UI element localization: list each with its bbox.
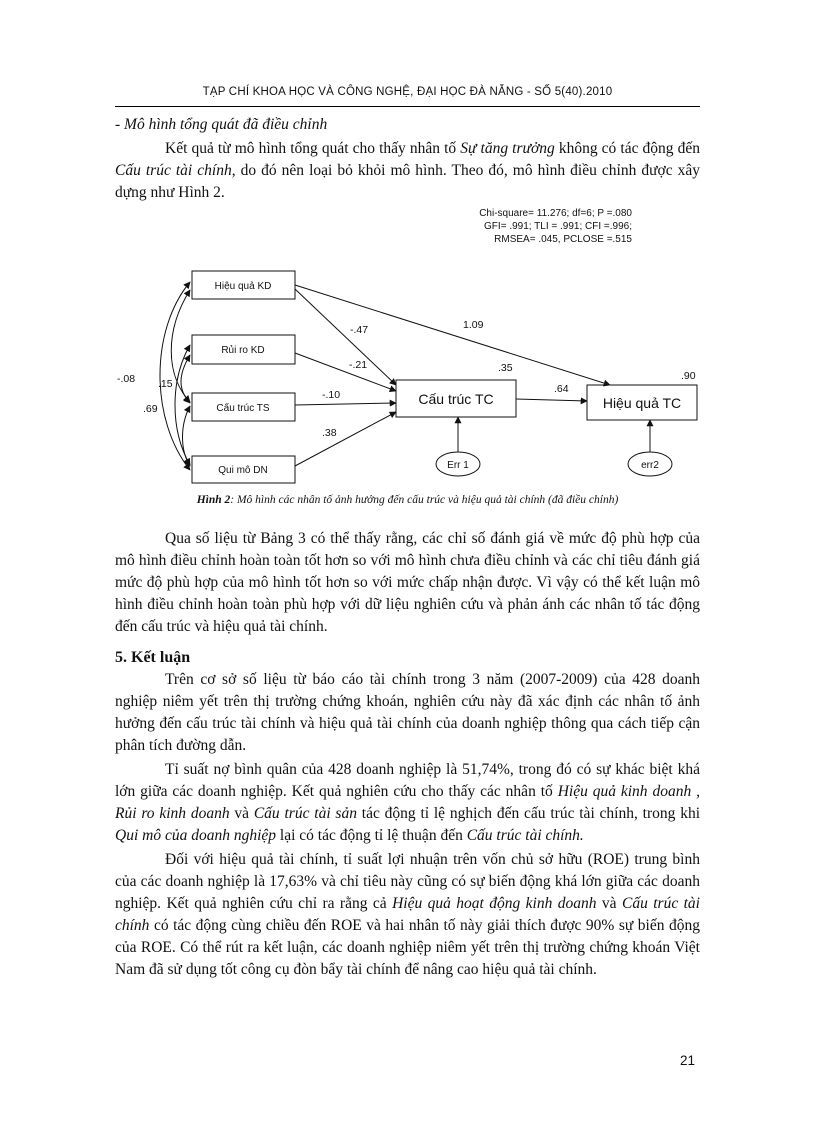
- intro-text-1: Kết quả từ mô hình tổng quát cho thấy nhân tố: [165, 140, 461, 157]
- conclusion-3-italic-1: Hiệu quả hoạt động kinh doanh: [392, 895, 597, 912]
- label-qui-mo-dn: Qui mô DN: [218, 465, 268, 476]
- conclusion-3-italic-2: Cấu trúc tài chính: [115, 895, 700, 934]
- conclusion-paragraph-1: Trên cơ sở số liệu từ báo cáo tài chính trong 3 năm (2007-2009) của 428 doanh nghiệp niêm yết trên thị trường chứng khoán, nghiên cứu này đã xác định các nhân tố ảnh hưởng đến cấu trúc tài chính và hiệu quả tài chính của doanh nghiệp thông qua cách tiếp cận phân tích đường dẫn.: [115, 671, 700, 754]
- intro-text-3: , do đó nên loại bỏ khỏi mô hình. Theo đó, mô hình điều chỉnh được xây dựng như Hình 2.: [115, 162, 701, 201]
- path-cttc-hqtc: [516, 399, 587, 401]
- subsection-title: - Mô hình tổng quát đã điều chỉnh: [115, 116, 328, 133]
- coef-rrkd-cttc: -.21: [349, 359, 368, 371]
- page-number: 21: [680, 1053, 696, 1068]
- figure-caption-label: Hình 2: [196, 494, 231, 506]
- label-hieu-qua-tc: Hiệu quả TC: [602, 395, 682, 411]
- cov-label-hqkd-ctts: .69: [143, 403, 158, 415]
- label-hieu-qua-kd: Hiệu quả KD: [214, 281, 272, 292]
- conclusion-3-text-c: có tác động cùng chiều đến ROE và hai nhân tố này giải thích được 90% sự biến động của ROE. Có thể rút ra kết luận, các doanh nghiệp niêm yết trên thị trường chứng khoán Việt Nam đã sử dụng tốt công cụ đòn bẩy tài chính để nâng cao hiệu quả tài chính.: [115, 917, 700, 978]
- cov-rrkd-qmdn: [175, 345, 190, 465]
- label-err1: Err 1: [447, 460, 469, 471]
- conclusion-2-italic-2: Cấu trúc tài sản: [253, 805, 357, 822]
- fit-stats-line-1: Chi-square= 11.276; df=6; P =.080: [479, 208, 632, 219]
- coef-hqkd-cttc: -.47: [350, 324, 369, 336]
- cov-label-rrkd-qmdn: .15: [158, 378, 173, 390]
- r2-cau-truc-tc: .35: [498, 362, 513, 374]
- conclusion-2-text-d: lại có tác động tỉ lệ thuận đến: [276, 827, 467, 844]
- figure-caption: [115, 494, 700, 506]
- path-hqkd-hqtc: [295, 285, 610, 385]
- conclusion-2-text-a: Tỉ suất nợ bình quân của 428 doanh nghiệp là 51,74%, trong đó có sự khác biệt khá lớn giữa các doanh nghiệp. Kết quả nghiên cứu cho thấy các nhân tố: [115, 761, 700, 800]
- cov-label-hqkd-qmdn: -.08: [117, 373, 136, 385]
- coef-ctts-cttc: -.10: [322, 389, 341, 401]
- path-hqkd-cttc: [295, 289, 396, 385]
- coef-cttc-hqtc: .64: [554, 383, 569, 395]
- label-rui-ro-kd: Rủi ro KD: [221, 345, 265, 356]
- label-err2: err2: [641, 460, 659, 471]
- conclusion-3-text-b: và: [596, 895, 622, 912]
- conclusion-paragraph-3: [115, 849, 700, 981]
- conclusion-2-text-b: và: [229, 805, 254, 822]
- coef-hqkd-hqtc: 1.09: [463, 319, 484, 331]
- conclusion-2-text-c: tác động tỉ lệ nghịch đến cấu trúc tài chính, trong khi: [356, 805, 700, 822]
- conclusion-paragraph-2: [115, 759, 700, 847]
- figure-caption-text: : Mô hình các nhân tố ảnh hưởng đến cấu trúc và hiệu quả tài chính (đã điều chỉnh): [230, 494, 619, 506]
- conclusion-3-text-a: Đối với hiệu quả tài chính, tỉ suất lợi nhuận trên vốn chủ sở hữu (ROE) trung bình của các doanh nghiệp là 17,63% và chỉ tiêu này cũng có sự biến động khá lớn giữa các doanh nghiệp. Kết quả nghiên cứu chỉ ra rằng cả: [115, 851, 700, 912]
- fit-paragraph: Qua số liệu từ Bảng 3 có thể thấy rằng, các chỉ số đánh giá về mức độ phù hợp của mô hình điều chỉnh hoàn toàn tốt hơn so với mô hình chưa điều chỉnh và các chỉ tiêu đánh giá mức độ phù hợp của mô hình tốt hơn so với mức chấp nhận được. Vì vậy có thể kết luận mô hình điều chỉnh hoàn toàn phù hợp với dữ liệu nghiên cứu và phản ánh các nhân tố tác động đến cấu trúc và hiệu quả tài chính.: [115, 530, 700, 635]
- conclusion-2-italic-1: Hiệu quả kinh doanh , Rủi ro kinh doanh: [115, 783, 700, 822]
- path-qmdn-cttc: [295, 412, 396, 466]
- path-ctts-cttc: [295, 403, 396, 405]
- conclusion-2-italic-3: Qui mô của doanh nghiệp: [115, 827, 277, 844]
- intro-text-2: không có tác động đến: [554, 140, 700, 157]
- intro-italic-1: Sự tăng trưởng: [460, 140, 555, 157]
- path-rrkd-cttc: [295, 353, 396, 391]
- conclusion-2-italic-4: Cấu trúc tài chính.: [466, 827, 584, 844]
- fit-stats-line-3: RMSEA= .045, PCLOSE =.515: [494, 234, 632, 245]
- running-header: TẠP CHÍ KHOA HỌC VÀ CÔNG NGHỆ, ĐẠI HỌC ĐÀ NẴNG - SỐ 5(40).2010: [202, 86, 613, 98]
- intro-italic-2: Cấu trúc tài chính: [115, 162, 232, 179]
- coef-qmdn-cttc: .38: [322, 427, 337, 439]
- section-title: 5. Kết luận: [115, 649, 191, 666]
- fit-stats-line-2: GFI= .991; TLI = .991; CFI =.996;: [484, 221, 632, 232]
- label-cau-truc-ts: Cấu trúc TS: [216, 403, 270, 414]
- r2-hieu-qua-tc: .90: [681, 370, 696, 382]
- label-cau-truc-tc: Cấu trúc TC: [418, 391, 494, 407]
